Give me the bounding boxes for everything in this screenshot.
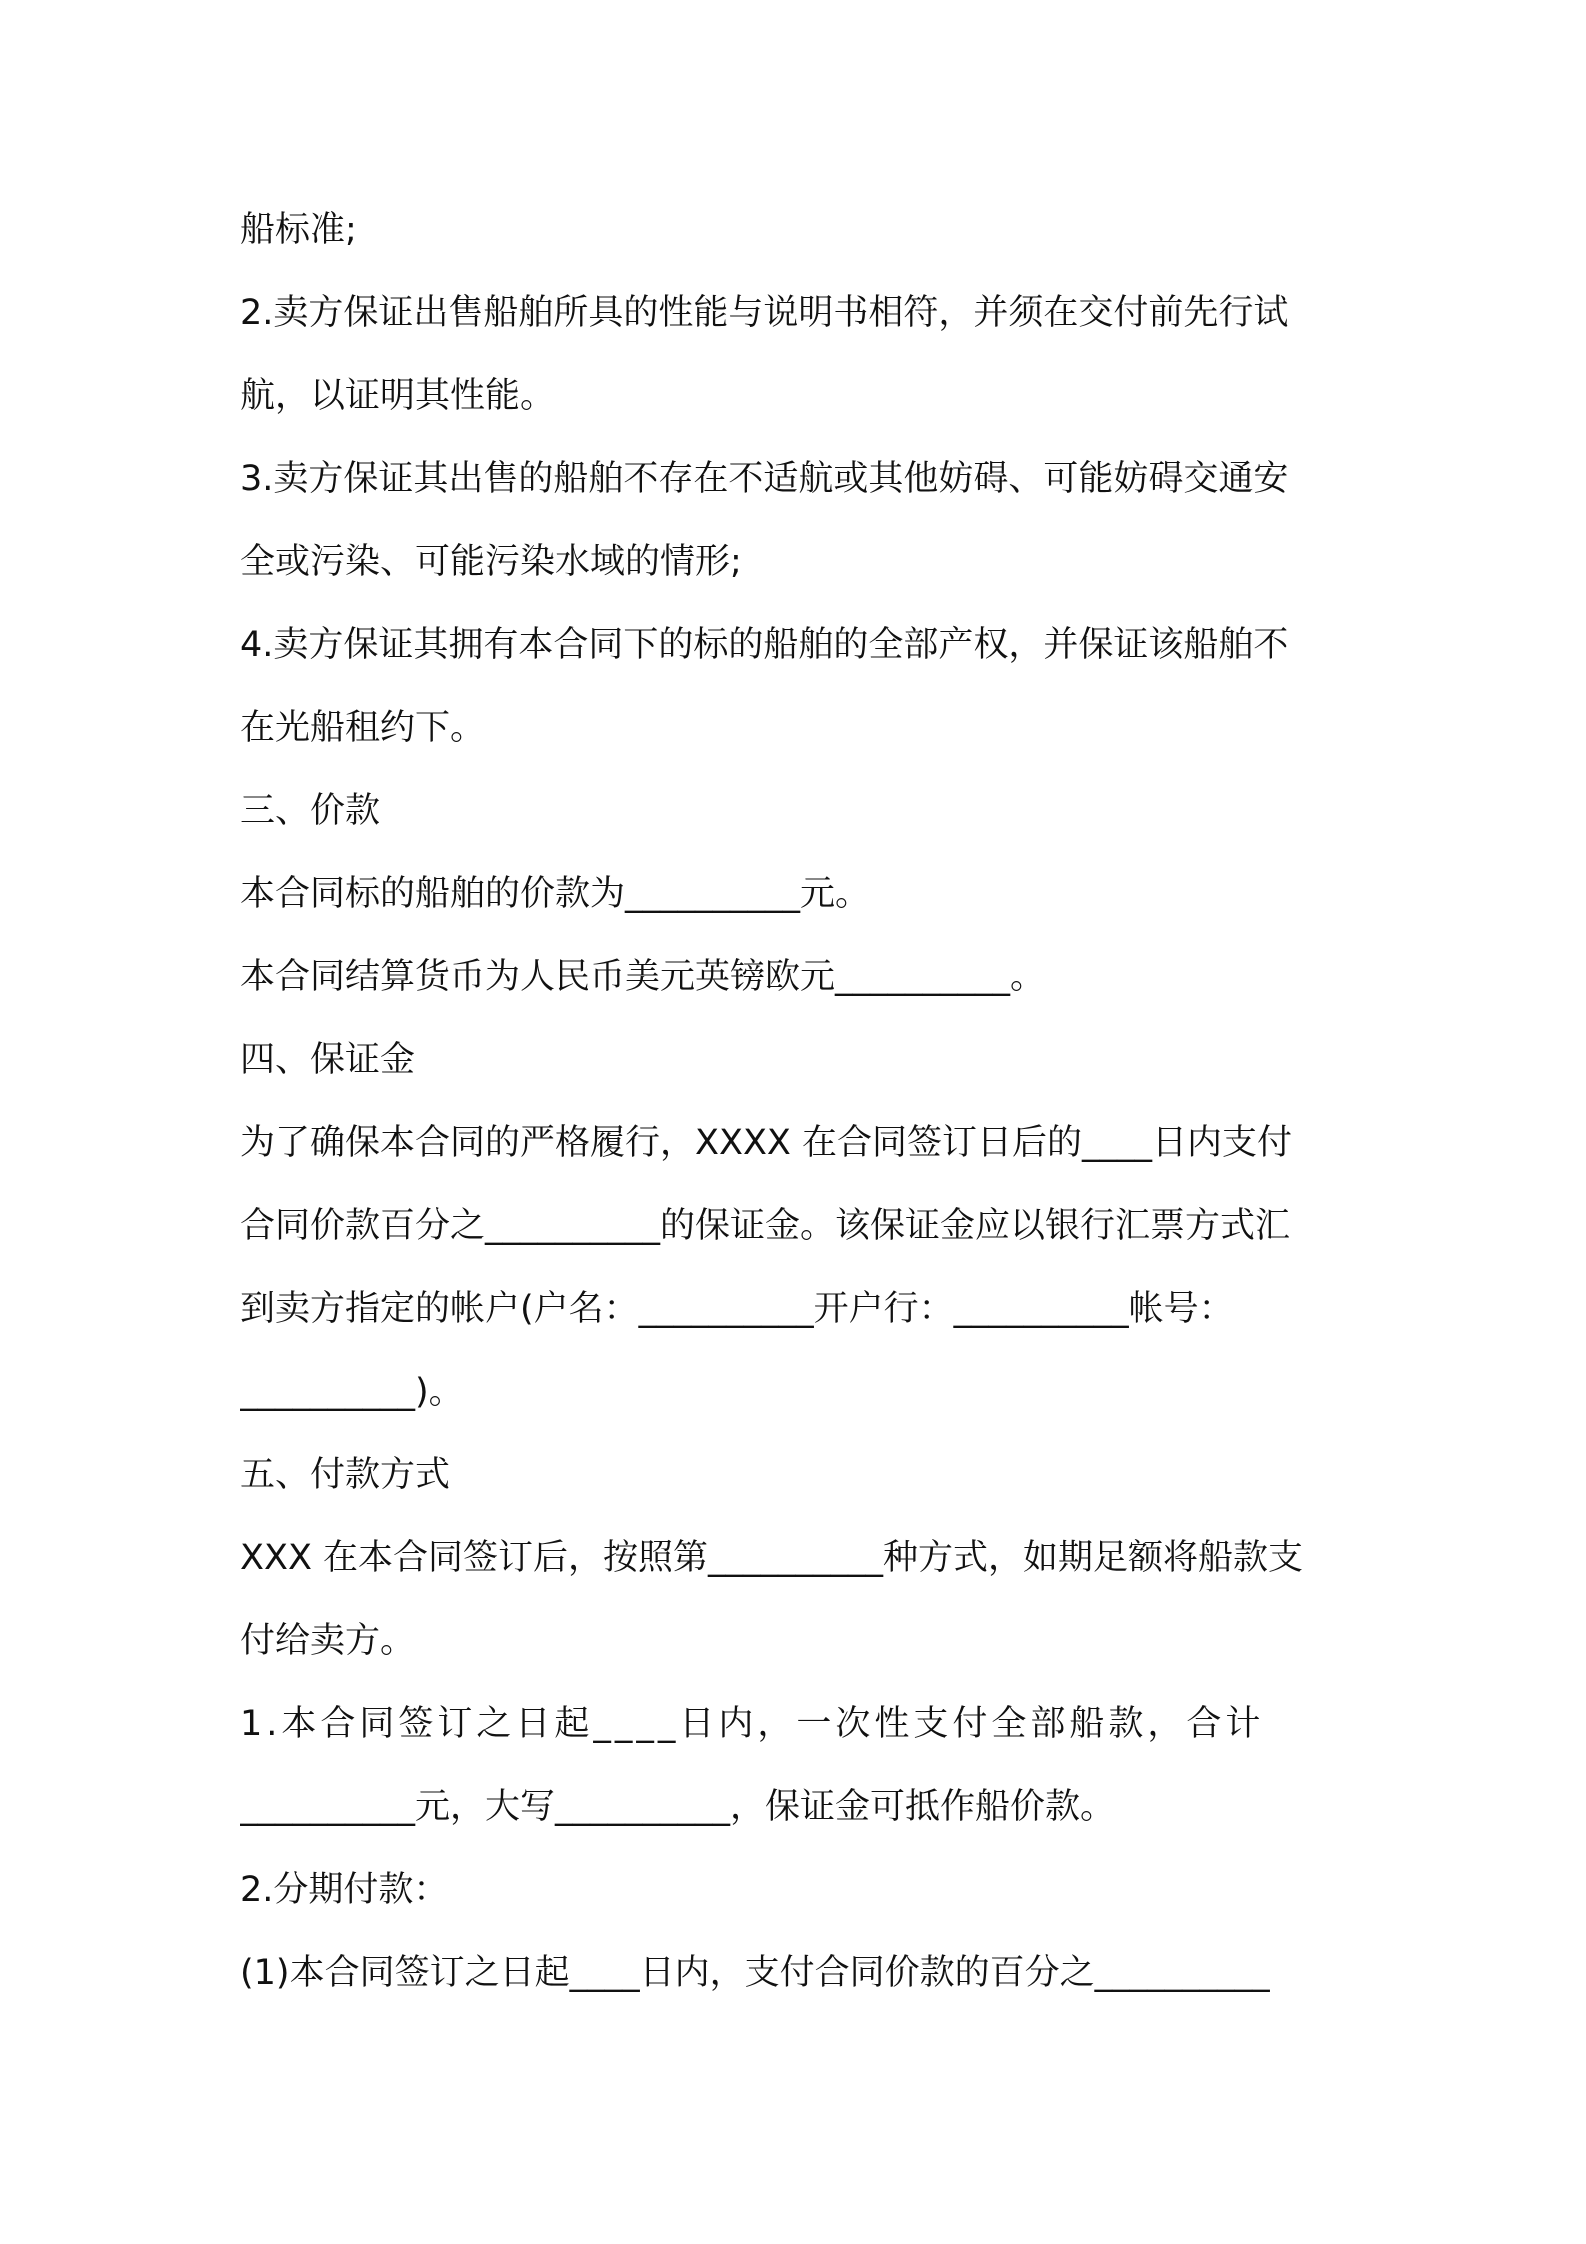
payment-option-1-line-1: 1.本合同签订之日起____日内，一次性支付全部船款，合计 [240,1704,1265,1744]
payment-option-2-heading: 2.分期付款： [240,1870,449,1910]
payment-option-1-line-2: __________元，大写__________，保证金可抵作船价款。 [240,1787,1116,1827]
deposit-line-4: __________)。 [240,1372,464,1412]
section-heading-price: 三、价款 [240,791,381,831]
clause-4-line-1: 4.卖方保证其拥有本合同下的标的船舶的全部产权，并保证该船舶不 [240,625,1289,665]
section-heading-payment: 五、付款方式 [240,1455,451,1495]
clause-2-line-2: 航，以证明其性能。 [240,376,556,416]
clause-3-line-1: 3.卖方保证其出售的船舶不存在不适航或其他妨碍、可能妨碍交通安 [240,459,1289,499]
price-amount-line: 本合同标的船舶的价款为__________元。 [240,874,871,914]
deposit-line-2: 合同价款百分之__________的保证金。该保证金应以银行汇票方式汇 [240,1206,1291,1246]
payment-line-1: XXX 在本合同签订后，按照第__________种方式，如期足额将船款支 [240,1538,1304,1578]
installment-1-line: (1)本合同签订之日起____日内，支付合同价款的百分之__________ [240,1953,1270,1993]
currency-line: 本合同结算货币为人民币美元英镑欧元__________。 [240,957,1046,997]
clause-4-line-2: 在光船租约下。 [240,708,486,748]
section-heading-deposit: 四、保证金 [240,1040,416,1080]
deposit-line-1: 为了确保本合同的严格履行，XXXX 在合同签订日后的____日内支付 [240,1123,1293,1163]
payment-line-2: 付给卖方。 [240,1621,416,1661]
clause-3-line-2: 全或污染、可能污染水域的情形; [240,542,742,582]
clause-2-line-1: 2.卖方保证出售船舶所具的性能与说明书相符，并须在交付前先行试 [240,293,1289,333]
deposit-line-3: 到卖方指定的帐户(户名：__________开户行：__________帐号： [240,1289,1234,1329]
text-line-1: 船标准; [240,210,357,250]
